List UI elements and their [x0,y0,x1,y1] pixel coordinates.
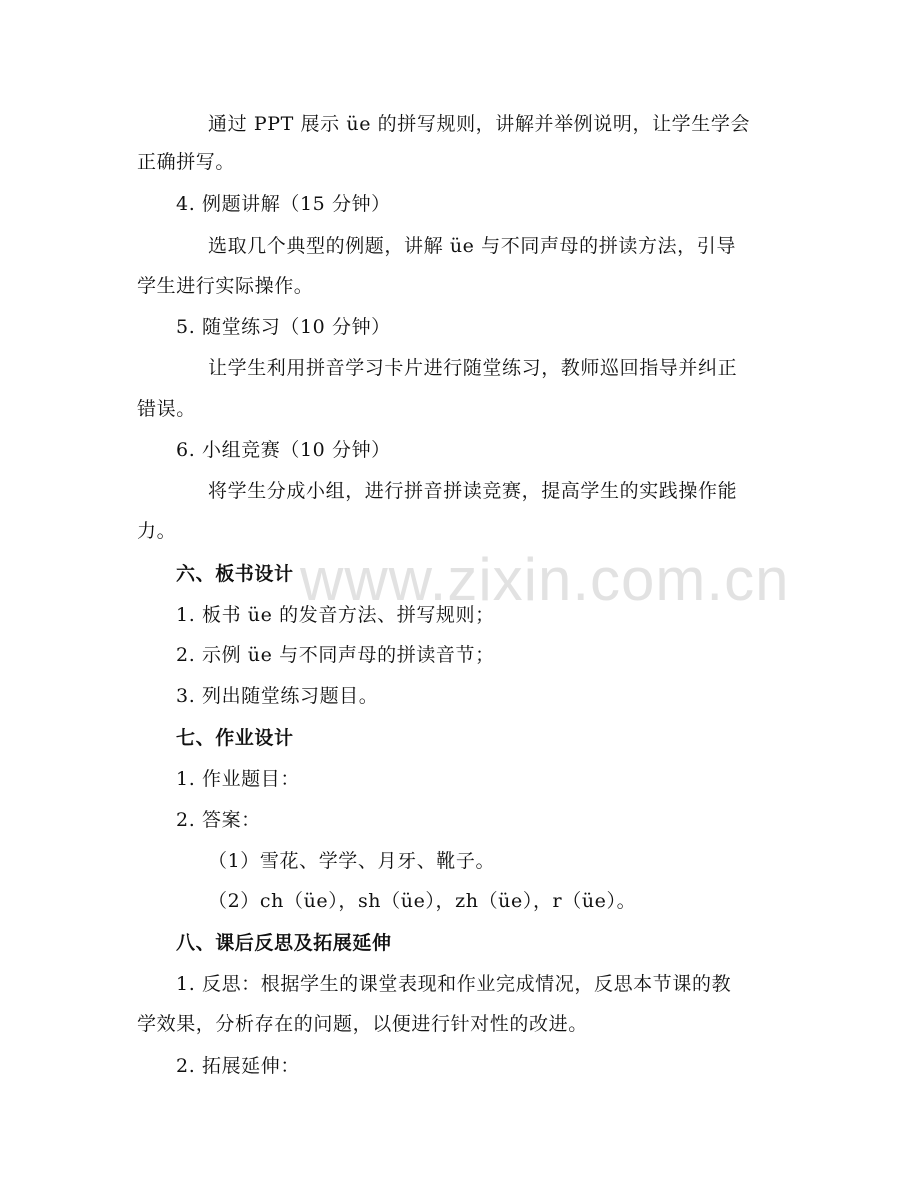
paragraph-line: 学生进行实际操作。 [137,275,314,297]
list-item-heading: 6. 小组竞赛（10 分钟） [176,439,391,461]
list-item-heading: 5. 随堂练习（10 分钟） [176,316,391,338]
watermark: www.zixin.com.cn [300,546,790,613]
list-item-heading: 4. 例题讲解（15 分钟） [176,193,391,215]
paragraph-line: 正确拼写。 [137,151,236,173]
paragraph-line: 选取几个典型的例题，讲解 üe 与不同声母的拼读方法，引导 [208,235,736,257]
list-item: 2. 示例 üe 与不同声母的拼读音节； [176,644,495,666]
answer-line: （1）雪花、学学、月牙、靴子。 [208,850,496,872]
paragraph-line: 将学生分成小组，进行拼音拼读竞赛，提高学生的实践操作能 [208,480,738,502]
list-item: 2. 拓展延伸： [176,1055,300,1077]
list-item: 1. 板书 üe 的发音方法、拼写规则； [176,604,495,626]
paragraph-line: 让学生利用拼音学习卡片进行随堂练习，教师巡回指导并纠正 [208,357,738,379]
section-heading: 八、课后反思及拓展延伸 [176,932,392,954]
paragraph-line: 通过 PPT 展示 üe 的拼写规则，讲解并举例说明，让学生学会 [208,113,751,135]
section-heading: 六、板书设计 [176,563,294,585]
list-item: 1. 反思：根据学生的课堂表现和作业完成情况，反思本节课的教 [176,973,732,995]
paragraph-line: 力。 [137,520,177,542]
list-item: 2. 答案： [176,809,261,831]
answer-line: （2）ch（üe），sh（üe），zh（üe），r（üe）。 [208,890,637,912]
list-item: 1. 作业题目： [176,768,300,790]
section-heading: 七、作业设计 [176,727,294,749]
paragraph-line: 学效果，分析存在的问题，以便进行针对性的改进。 [137,1013,588,1035]
paragraph-line: 错误。 [137,398,196,420]
list-item: 3. 列出随堂练习题目。 [176,685,379,707]
